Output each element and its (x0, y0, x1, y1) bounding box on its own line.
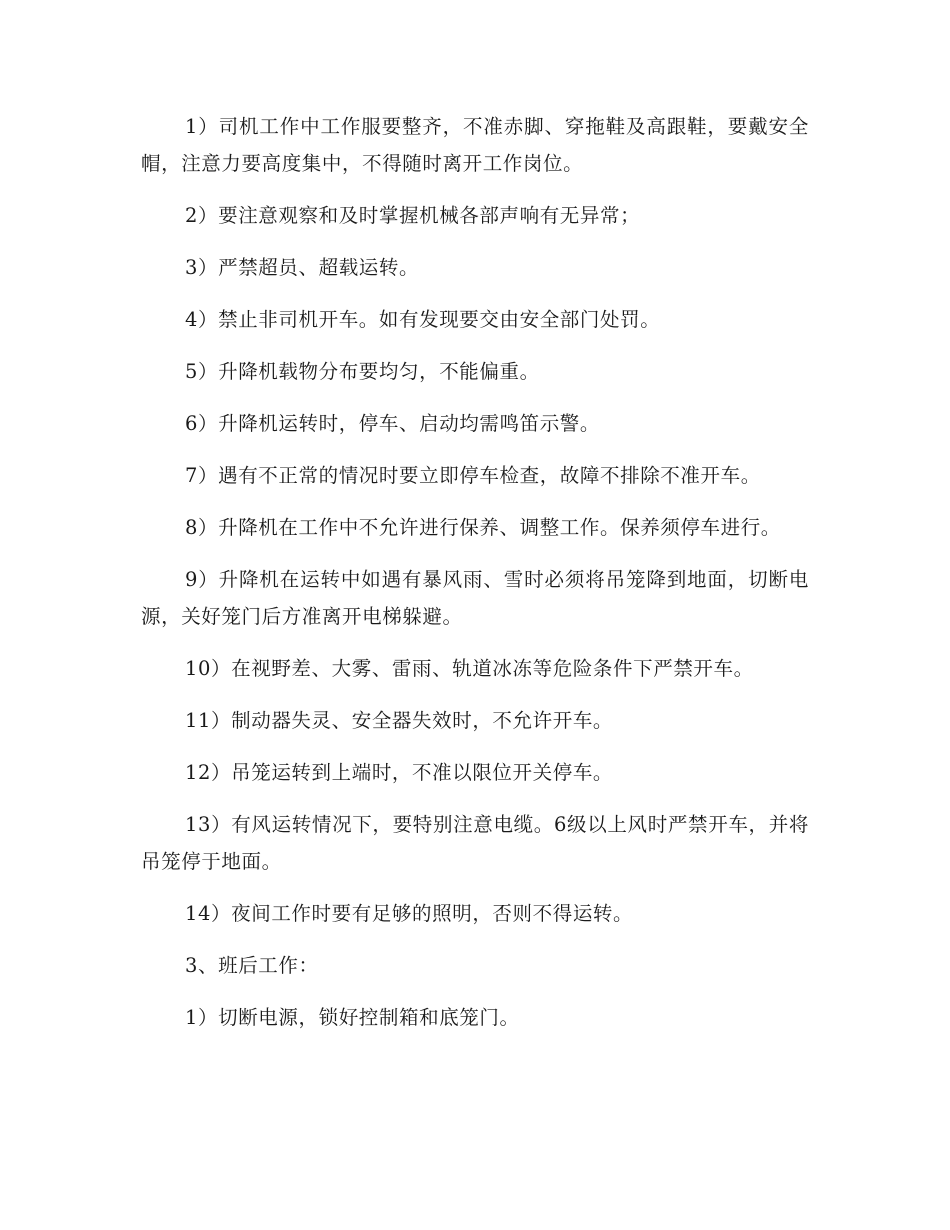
paragraph-item-9: 9）升降机在运转中如遇有暴风雨、雪时必须将吊笼降到地面，切断电源，关好笼门后方准离开电梯躲避。 (141, 568, 809, 628)
paragraph-item-8: 8）升降机在工作中不允许进行保养、调整工作。保养须停车进行。 (185, 516, 781, 539)
paragraph-item-12: 12）吊笼运转到上端时，不准以限位开关停车。 (185, 761, 614, 784)
paragraph-item-14: 14）夜间工作时要有足够的照明，否则不得运转。 (185, 902, 634, 925)
paragraph-item-5: 5）升降机载物分布要均匀，不能偏重。 (185, 360, 540, 383)
paragraph-item-7: 7）遇有不正常的情况时要立即停车检查，故障不排除不准开车。 (185, 464, 761, 487)
paragraph-item-13: 13）有风运转情况下，要特别注意电缆。6级以上风时严禁开车，并将吊笼停于地面。 (141, 813, 809, 873)
document-body (141, 108, 809, 1051)
paragraph-item-1: 1）司机工作中工作服要整齐，不准赤脚、穿拖鞋及高跟鞋，要戴安全帽，注意力要高度集中，不得随时离开工作岗位。 (141, 115, 809, 175)
paragraph-item-10: 10）在视野差、大雾、雷雨、轨道冰冻等危险条件下严禁开车。 (185, 657, 754, 680)
paragraph-item-3: 3）严禁超员、超载运转。 (185, 256, 420, 279)
paragraph-item-4: 4）禁止非司机开车。如有发现要交由安全部门处罚。 (185, 308, 661, 331)
paragraph-item-11: 11）制动器失灵、安全器失效时，不允许开车。 (185, 709, 614, 732)
paragraph-item-15: 1）切断电源，锁好控制箱和底笼门。 (185, 1006, 520, 1029)
section-heading-after-shift: 3、班后工作： (185, 954, 319, 977)
paragraph-item-6: 6）升降机运转时，停车、启动均需鸣笛示警。 (185, 412, 601, 435)
paragraph-item-2: 2）要注意观察和及时掌握机械各部声响有无异常； (185, 204, 641, 227)
